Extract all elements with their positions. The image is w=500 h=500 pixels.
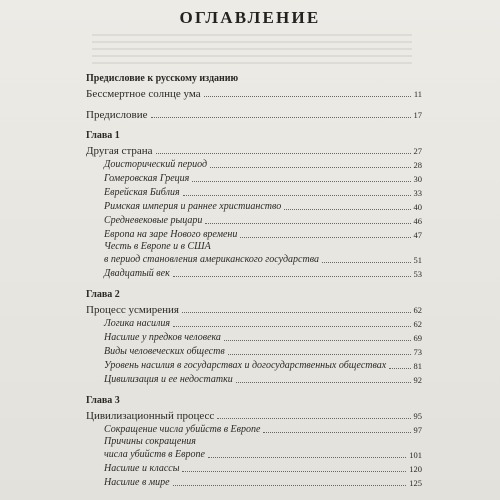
dot-leader bbox=[210, 166, 410, 168]
dot-leader bbox=[182, 311, 411, 313]
entry-title-line: Виды человеческих обществ bbox=[104, 345, 225, 357]
page-number: 27 bbox=[413, 145, 422, 156]
dot-leader bbox=[208, 456, 406, 458]
page-number: 28 bbox=[413, 159, 422, 170]
entry-title-line: Цивилизационный процесс bbox=[86, 409, 215, 422]
toc-subentry[interactable] bbox=[86, 213, 422, 227]
page-number: 17 bbox=[413, 109, 422, 120]
page-number: 40 bbox=[413, 201, 422, 212]
dot-leader bbox=[183, 194, 411, 196]
page-number: 95 bbox=[413, 410, 422, 421]
section-heading: Глава 1 bbox=[86, 130, 120, 141]
entry-title-line: Предисловие bbox=[86, 108, 148, 121]
page-number: 101 bbox=[409, 449, 422, 460]
entry-title-line: Римская империя и раннее христианство bbox=[104, 200, 282, 212]
entry-title bbox=[104, 268, 170, 281]
page-number: 81 bbox=[413, 360, 422, 371]
entry-title-line: Процесс усмирения bbox=[86, 303, 179, 316]
entry-title bbox=[104, 424, 260, 437]
entry-title-line: Уровень насилия в государствах и догосударственных обществах bbox=[104, 359, 387, 371]
page-number: 46 bbox=[413, 215, 422, 226]
page-number: 51 bbox=[413, 254, 422, 265]
toc-entry[interactable] bbox=[86, 107, 422, 121]
toc-subentry[interactable] bbox=[86, 344, 422, 358]
entry-title bbox=[104, 477, 170, 490]
entry-title bbox=[86, 88, 201, 101]
dot-leader bbox=[240, 236, 410, 238]
page-number: 62 bbox=[413, 318, 422, 329]
page-number: 92 bbox=[413, 374, 422, 385]
page-number: 11 bbox=[413, 88, 422, 99]
dot-leader bbox=[389, 367, 410, 369]
dot-leader bbox=[182, 470, 406, 472]
dot-leader bbox=[322, 261, 411, 263]
entry-title bbox=[86, 304, 179, 317]
entry-title-line: Двадцатый век bbox=[104, 267, 170, 279]
dot-leader bbox=[173, 325, 410, 327]
entry-title bbox=[104, 346, 225, 359]
section-heading: Предисловие к русскому изданию bbox=[86, 73, 239, 84]
page-number: 97 bbox=[413, 424, 422, 435]
dot-leader bbox=[224, 339, 411, 341]
dot-leader bbox=[173, 275, 411, 277]
toc-subentry[interactable] bbox=[86, 316, 422, 330]
toc-entry[interactable] bbox=[86, 143, 422, 157]
dot-leader bbox=[192, 180, 410, 182]
entry-title bbox=[104, 173, 189, 186]
toc-subentry[interactable] bbox=[86, 171, 422, 185]
dot-leader bbox=[204, 95, 411, 97]
toc-section bbox=[86, 129, 422, 280]
toc-subentry[interactable] bbox=[86, 330, 422, 344]
dot-leader bbox=[173, 484, 407, 486]
toc-subentry[interactable] bbox=[86, 241, 422, 266]
dot-leader bbox=[284, 208, 410, 210]
entry-title bbox=[104, 201, 281, 214]
page-number: 120 bbox=[409, 463, 422, 474]
show-through-text bbox=[92, 34, 412, 68]
entry-title bbox=[104, 215, 202, 228]
dot-leader bbox=[156, 152, 411, 154]
entry-title bbox=[104, 241, 319, 266]
page-number: 73 bbox=[413, 346, 422, 357]
entry-title bbox=[104, 463, 179, 476]
entry-title-line: Бессмертное солнце ума bbox=[86, 87, 201, 100]
entry-title bbox=[86, 109, 148, 122]
entry-title-line-2: в период становления американского государства bbox=[104, 253, 319, 265]
page-number: 47 bbox=[413, 229, 422, 240]
entry-title-line: Насилие и классы bbox=[104, 462, 180, 474]
page-title: ОГЛАВЛЕНИЕ bbox=[179, 8, 321, 27]
entry-title-line: Насилие в мире bbox=[104, 476, 170, 488]
toc-subentry[interactable] bbox=[86, 422, 422, 436]
toc-subentry[interactable] bbox=[86, 436, 422, 461]
entry-title-line: Насилие у предков человека bbox=[104, 331, 221, 343]
entry-title-line-2: числа убийств в Европе bbox=[104, 448, 205, 460]
dot-leader bbox=[151, 116, 411, 118]
toc-subentry[interactable] bbox=[86, 266, 422, 280]
toc-subentry[interactable] bbox=[86, 475, 422, 489]
dot-leader bbox=[228, 353, 411, 355]
dot-leader bbox=[236, 381, 411, 383]
toc-subentry[interactable] bbox=[86, 199, 422, 213]
toc-subentry[interactable] bbox=[86, 227, 422, 241]
page-number: 62 bbox=[413, 304, 422, 315]
entry-title-line: Логика насилия bbox=[104, 317, 171, 329]
entry-title bbox=[104, 318, 170, 331]
section-heading: Глава 3 bbox=[86, 395, 120, 406]
toc-section bbox=[86, 72, 422, 121]
entry-title-line: Еврейская Библия bbox=[104, 186, 180, 198]
toc-entry[interactable] bbox=[86, 86, 422, 100]
spacer bbox=[86, 100, 422, 107]
entry-title-line: Гомеровская Греция bbox=[104, 172, 190, 184]
toc-section bbox=[86, 288, 422, 386]
dot-leader bbox=[217, 417, 410, 419]
page-number: 30 bbox=[413, 173, 422, 184]
page-number: 125 bbox=[409, 477, 422, 488]
entry-title bbox=[104, 332, 221, 345]
toc-subentry[interactable] bbox=[86, 185, 422, 199]
entry-title bbox=[104, 360, 386, 373]
entry-title-line: Сокращение числа убийств в Европе bbox=[104, 423, 261, 435]
dot-leader bbox=[263, 431, 410, 433]
entry-title-line: Причины сокращения bbox=[104, 436, 196, 447]
entry-title-line: Честь в Европе и в США bbox=[104, 241, 211, 252]
entry-title bbox=[104, 374, 233, 387]
toc-subentry[interactable] bbox=[86, 372, 422, 386]
entry-title-line: Средневековые рыцари bbox=[104, 214, 203, 226]
dot-leader bbox=[205, 222, 410, 224]
toc-subentry[interactable] bbox=[86, 461, 422, 475]
entry-title bbox=[104, 229, 237, 242]
section-heading: Глава 2 bbox=[86, 289, 120, 300]
entry-title bbox=[104, 159, 207, 172]
entry-title bbox=[104, 436, 205, 461]
page-number: 53 bbox=[413, 268, 422, 279]
entry-title-line: Другая страна bbox=[86, 144, 153, 157]
entry-title bbox=[86, 145, 153, 158]
page-number: 33 bbox=[413, 187, 422, 198]
entry-title-line: Цивилизация и ее недостатки bbox=[104, 373, 233, 385]
page-number: 69 bbox=[413, 332, 422, 343]
entry-title-line: Доисторический период bbox=[104, 158, 208, 170]
toc-entry[interactable] bbox=[86, 302, 422, 316]
entry-title bbox=[86, 410, 214, 423]
toc-subentry[interactable] bbox=[86, 157, 422, 171]
entry-title-line: Европа на заре Нового времени bbox=[104, 228, 238, 240]
entry-title bbox=[104, 187, 180, 200]
toc-entry[interactable] bbox=[86, 408, 422, 422]
toc-section bbox=[86, 394, 422, 489]
table-of-contents bbox=[86, 72, 422, 497]
toc-subentry[interactable] bbox=[86, 358, 422, 372]
